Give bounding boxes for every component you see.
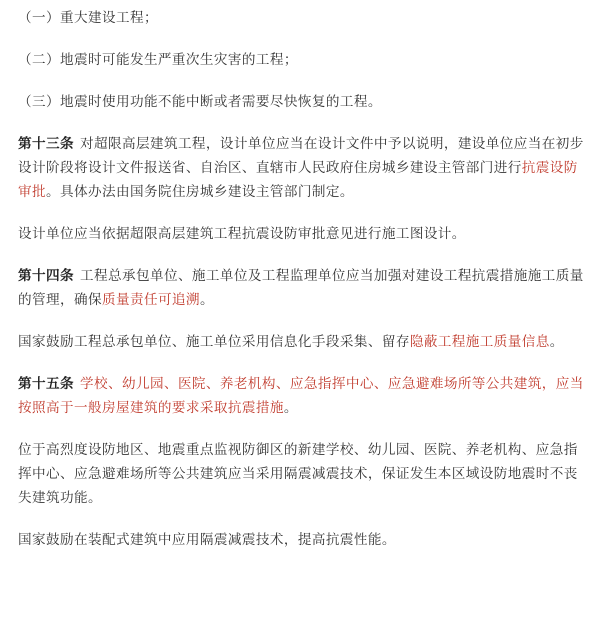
paragraph-text: （二）地震时可能发生严重次生灾害的工程； [18, 52, 298, 68]
paragraph-item-1 [18, 6, 584, 30]
highlight-text: 质量责任可追溯 [101, 292, 200, 308]
paragraph-item-2 [18, 48, 584, 72]
paragraph-text: 。 [199, 292, 214, 308]
article-14 [18, 264, 584, 312]
paragraph-text: 国家鼓励在装配式建筑中应用隔震减震技术，提高抗震性能。 [18, 532, 396, 548]
paragraph-text: 。具体办法由国务院住房城乡建设主管部门制定。 [46, 184, 354, 200]
article-number: 第十三条 [18, 136, 74, 152]
paragraph-text: 国家鼓励工程总承包单位、施工单位采用信息化手段采集、留存 [18, 334, 410, 350]
highlight-text: 抗震设防审批 [18, 160, 578, 200]
article-number: 第十五条 [18, 376, 74, 392]
paragraph-text: 。 [549, 334, 564, 350]
paragraph-design [18, 222, 584, 246]
regulation-article [18, 6, 584, 570]
paragraph-prefab [18, 528, 584, 552]
paragraph-text: 对超限高层建筑工程，设计单位应当在设计文件中予以说明，建设单位应当在初步设计阶段将设计文件报送省、自治区、直辖市人民政府住房城乡建设主管部门进行 [18, 136, 584, 176]
article-13 [18, 132, 584, 204]
paragraph-text: （一）重大建设工程； [18, 10, 158, 26]
paragraph-text: （三）地震时使用功能不能中断或者需要尽快恢复的工程。 [18, 94, 382, 110]
highlight-text: 隐蔽工程施工质量信息 [409, 334, 550, 350]
paragraph-text: 设计单位应当依据超限高层建筑工程抗震设防审批意见进行施工图设计。 [18, 226, 466, 242]
paragraph-encourage-info [18, 330, 584, 354]
highlight-text: 学校、幼儿园、医院、养老机构、应急指挥中心、应急避难场所等公共建筑，应当按照高于一般房屋建筑的要求采取抗震措施 [18, 376, 584, 416]
paragraph-text: 工程总承包单位、施工单位及工程监理单位应当加强对建设工程抗震措施施工质量的管理，确保 [18, 268, 584, 308]
paragraph-text: 。 [283, 400, 298, 416]
article-number: 第十四条 [18, 268, 74, 284]
paragraph-seismic-isolation [18, 438, 584, 510]
paragraph-item-3 [18, 90, 584, 114]
article-15 [18, 372, 584, 420]
paragraph-text: 位于高烈度设防地区、地震重点监视防御区的新建学校、幼儿园、医院、养老机构、应急指挥中心、应急避难场所等公共建筑应当采用隔震减震技术，保证发生本区域设防地震时不丧失建筑功能。 [18, 442, 578, 506]
